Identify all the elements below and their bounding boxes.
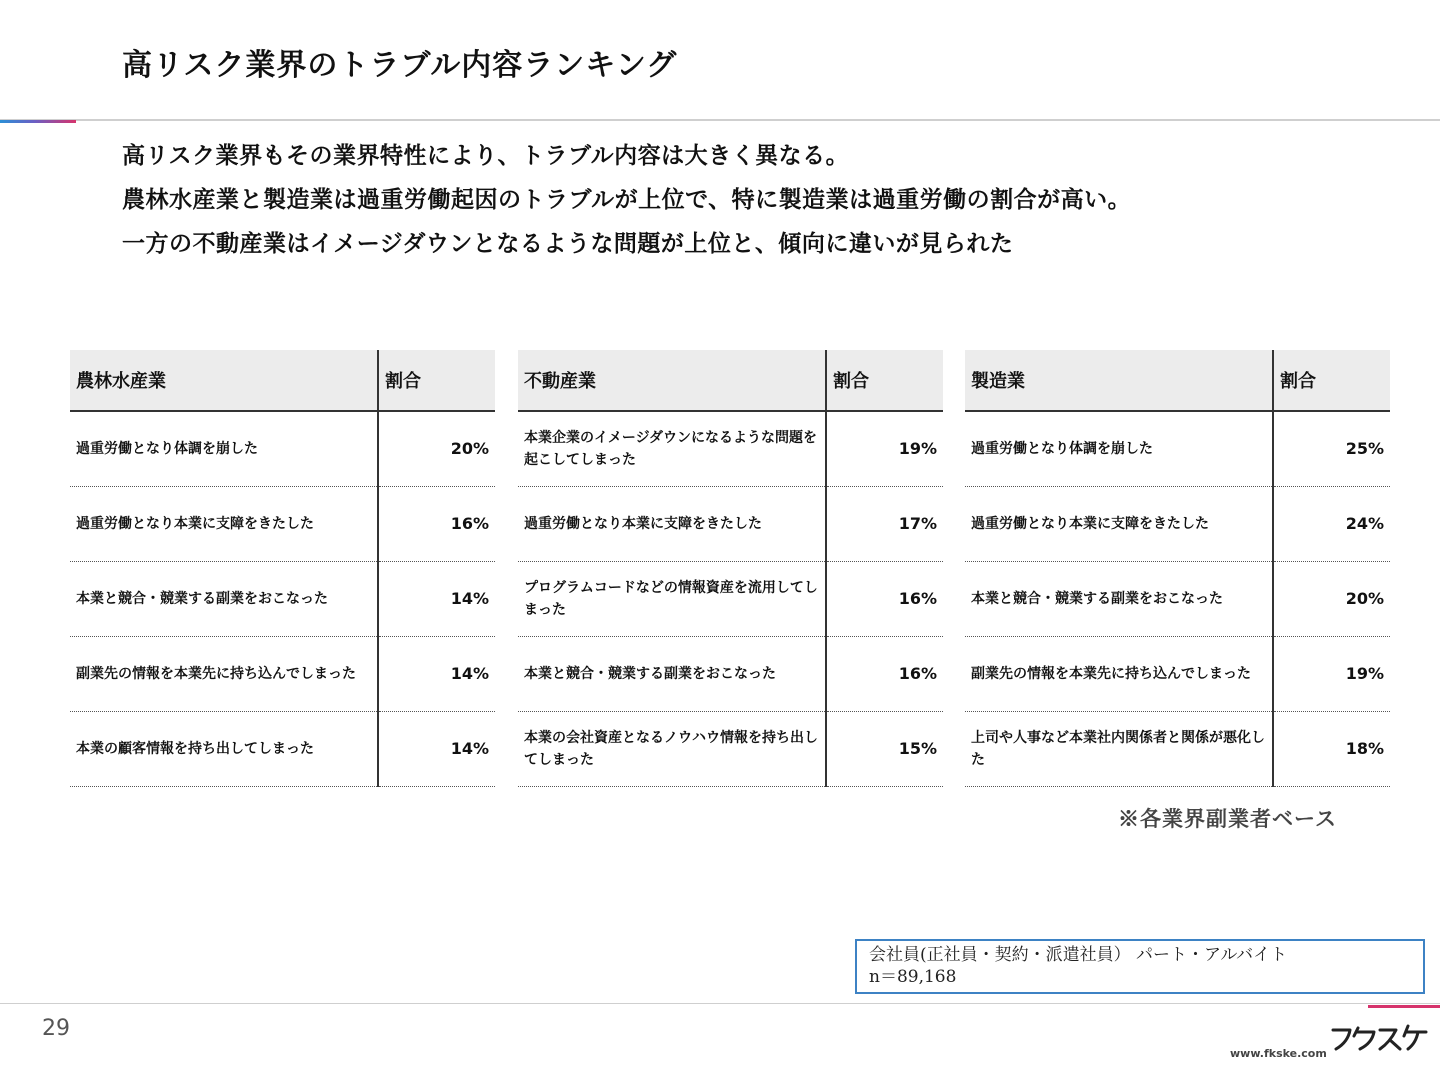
trouble-item: 副業先の情報を本業先に持ち込んでしまった [965, 637, 1273, 712]
rate-value: 16% [826, 562, 943, 637]
ranking-table-real-estate [518, 350, 943, 787]
rate-value: 14% [378, 712, 495, 787]
rate-value: 16% [826, 637, 943, 712]
table-row [965, 411, 1390, 487]
header-accent-bar [0, 120, 76, 123]
rate-value: 20% [1273, 562, 1390, 637]
table-row [518, 712, 943, 787]
table-row [518, 562, 943, 637]
trouble-item: 過重労働となり本業に支障をきたした [965, 487, 1273, 562]
table-row [965, 712, 1390, 787]
sample-info-box [855, 939, 1425, 994]
trouble-item: 副業先の情報を本業先に持ち込んでしまった [70, 637, 378, 712]
rate-header: 割合 [826, 350, 943, 411]
rate-value: 14% [378, 637, 495, 712]
trouble-item: 上司や人事など本業社内関係者と関係が悪化した [965, 712, 1273, 787]
trouble-item: 本業と競合・競業する副業をおこなった [70, 562, 378, 637]
brand-logo [1330, 1022, 1430, 1052]
base-note: ※各業界副業者ベース [1118, 806, 1337, 831]
table-row [965, 562, 1390, 637]
ranking-table-manufacturing [965, 350, 1390, 787]
table-row [70, 712, 495, 787]
lead-line: 高リスク業界もその業界特性により、トラブル内容は大きく異なる。 [122, 142, 850, 169]
footer-divider [0, 1003, 1440, 1004]
lead-line: 農林水産業と製造業は過重労働起因のトラブルが上位で、特に製造業は過重労働の割合が高い。 [122, 186, 1132, 213]
page-number: 29 [42, 1016, 70, 1041]
slide-title: 高リスク業界のトラブル内容ランキング [122, 48, 678, 83]
sample-size: n＝89,168 [869, 967, 957, 987]
table-row [70, 637, 495, 712]
table-row [518, 637, 943, 712]
trouble-item: 過重労働となり体調を崩した [965, 411, 1273, 487]
rate-value: 19% [1273, 637, 1390, 712]
trouble-item: 過重労働となり本業に支障をきたした [70, 487, 378, 562]
rate-value: 20% [378, 411, 495, 487]
lead-line: 一方の不動産業はイメージダウンとなるような問題が上位と、傾向に違いが見られた [122, 230, 1014, 257]
trouble-item: 本業と競合・競業する副業をおこなった [965, 562, 1273, 637]
rate-value: 24% [1273, 487, 1390, 562]
rate-value: 25% [1273, 411, 1390, 487]
trouble-item: 本業の顧客情報を持ち出してしまった [70, 712, 378, 787]
trouble-item: 本業の会社資産となるノウハウ情報を持ち出してしまった [518, 712, 826, 787]
table-row [518, 411, 943, 487]
trouble-item: 過重労働となり体調を崩した [70, 411, 378, 487]
industry-header: 不動産業 [518, 350, 826, 411]
trouble-item: 本業と競合・競業する副業をおこなった [518, 637, 826, 712]
table-row [965, 637, 1390, 712]
table-row [70, 411, 495, 487]
table-row [518, 487, 943, 562]
trouble-item: 過重労働となり本業に支障をきたした [518, 487, 826, 562]
rate-header: 割合 [378, 350, 495, 411]
industry-header: 製造業 [965, 350, 1273, 411]
lead-text [122, 134, 1131, 266]
sample-population: 会社員(正社員・契約・派遣社員） パート・アルバイト [869, 945, 1288, 965]
rate-value: 17% [826, 487, 943, 562]
rate-value: 19% [826, 411, 943, 487]
trouble-item: プログラムコードなどの情報資産を流用してしまった [518, 562, 826, 637]
table-row [965, 487, 1390, 562]
table-row [70, 487, 495, 562]
site-url: www.fkske.com [1230, 1047, 1327, 1060]
trouble-item: 本業企業のイメージダウンになるような問題を起こしてしまった [518, 411, 826, 487]
footer-accent-bar [1368, 1005, 1440, 1008]
rate-header: 割合 [1273, 350, 1390, 411]
ranking-table-agriculture [70, 350, 495, 787]
table-row [70, 562, 495, 637]
rate-value: 14% [378, 562, 495, 637]
rate-value: 16% [378, 487, 495, 562]
industry-header: 農林水産業 [70, 350, 378, 411]
rate-value: 15% [826, 712, 943, 787]
header-divider [0, 119, 1440, 121]
rate-value: 18% [1273, 712, 1390, 787]
